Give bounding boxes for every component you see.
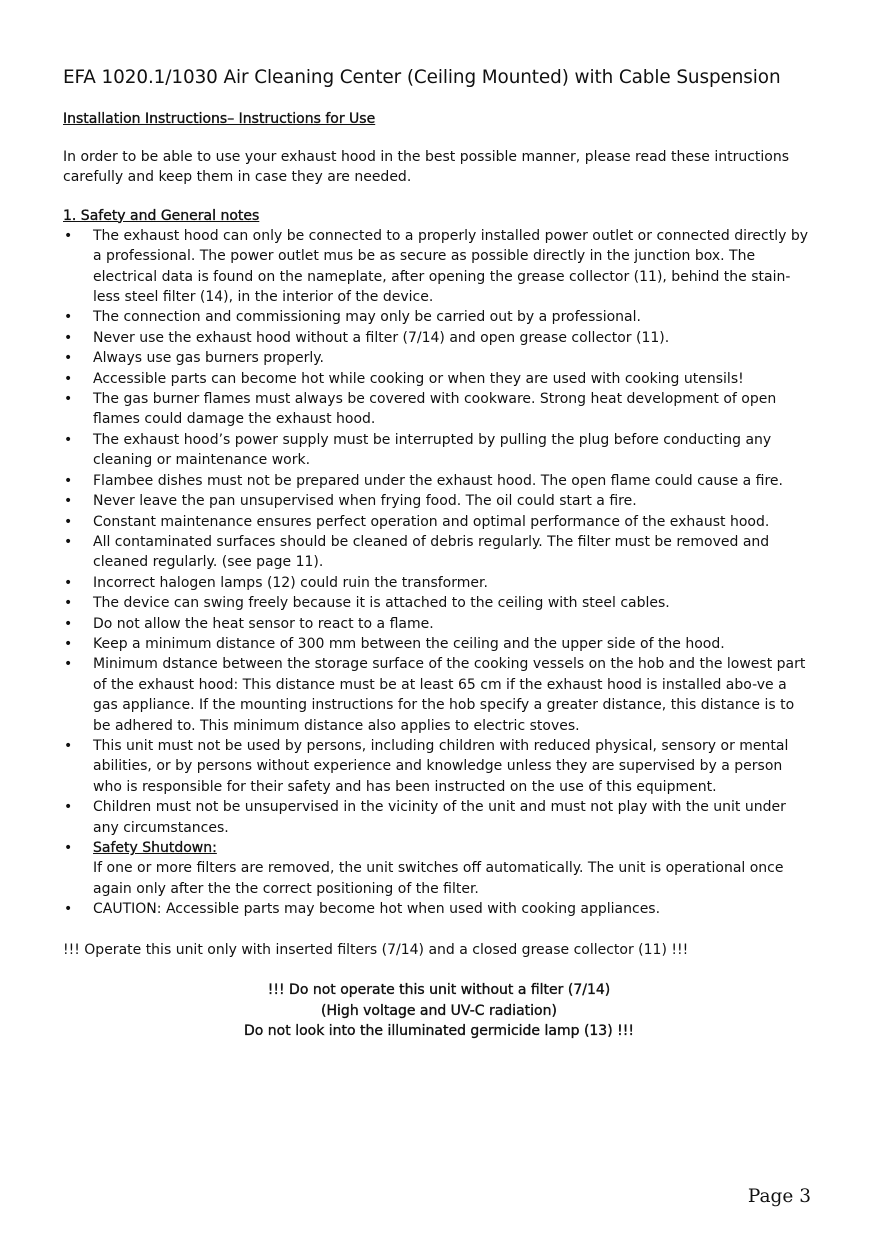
operate-note: !!! Operate this unit only with inserted filters (7/14) and a closed grease collector (11) !!! <box>63 942 689 959</box>
bullet-marker: • <box>64 595 73 612</box>
list-item <box>63 593 815 613</box>
list-item-text: The connection and commissioning may only be carried out by a professional. <box>93 309 641 326</box>
bullet-marker: • <box>64 901 73 918</box>
list-item <box>63 512 815 532</box>
list-item-text: The exhaust hood can only be connected to a properly installed power outlet or connected directly by a professional. The power outlet mus be as secure as possible directly in the junction box. The electrical data is found on the nameplate, after opening the grease collector (11), behind the stain-less steel filter (14), in the interior of the device. <box>93 227 809 306</box>
list-item <box>63 471 815 491</box>
list-item-text: The device can swing freely because it is attached to the ceiling with steel cables. <box>93 595 670 612</box>
list-item-text: Incorrect halogen lamps (12) could ruin the transformer. <box>93 574 488 591</box>
document-title: EFA 1020.1/1030 Air Cleaning Center (Ceiling Mounted) with Cable Suspension <box>63 67 781 88</box>
warning-line: Do not look into the illuminated germicide lamp (13) !!! <box>244 1023 634 1040</box>
list-item-text: Never use the exhaust hood without a filter (7/14) and open grease collector (11). <box>93 329 670 346</box>
warning-block <box>63 980 815 1041</box>
list-item <box>63 736 815 797</box>
list-item-text: This unit must not be used by persons, including children with reduced physical, sensory or mental abilities, or by persons without experience and knowledge unless they are supervised by a person who is responsible for their safety and has been instructed on the use of this equipment. <box>93 737 789 795</box>
list-item <box>63 430 815 471</box>
list-item <box>63 614 815 634</box>
list-item-text: All contaminated surfaces should be cleaned of debris regularly. The filter must be removed and cleaned regularly. (see page 11). <box>93 533 770 571</box>
bullet-marker: • <box>64 227 73 244</box>
safety-list-a <box>63 226 815 491</box>
list-item <box>63 369 815 389</box>
bullet-marker: • <box>64 350 73 367</box>
bullet-marker: • <box>64 391 73 408</box>
bullet-marker: • <box>64 635 73 652</box>
list-item-text: Flambee dishes must not be prepared under the exhaust hood. The open flame could cause a fire. <box>93 472 783 489</box>
intro-paragraph: In order to be able to use your exhaust hood in the best possible manner, please read these intructions carefully and keep them in case they are needed. <box>63 149 790 186</box>
list-item-text: Children must not be unsupervised in the vicinity of the unit and must not play with the unit under any circumstances. <box>93 799 786 836</box>
list-item <box>63 797 815 838</box>
bullet-marker: • <box>64 656 73 673</box>
list-item-text: Always use gas burners properly. <box>93 350 325 367</box>
list-item-safety-shutdown <box>63 838 815 899</box>
list-item <box>63 634 815 654</box>
list-item-text: Keep a minimum distance of 300 mm between the ceiling and the upper side of the hood. <box>93 635 725 652</box>
safety-list-b <box>63 491 815 920</box>
list-item-text: The gas burner flames must always be covered with cookware. Strong heat development of open flames could damage the exhaust hood. <box>93 391 777 428</box>
bullet-marker: • <box>64 533 73 550</box>
safety-shutdown-text: If one or more filters are removed, the unit switches off automatically. The unit is operational once again only after the the correct positioning of the filter. <box>93 860 784 897</box>
list-item-text: Do not allow the heat sensor to react to a flame. <box>93 615 434 632</box>
list-item-text: The exhaust hood’s power supply must be interrupted by pulling the plug before conducting any cleaning or maintenance work. <box>93 431 772 469</box>
bullet-marker: • <box>64 799 73 816</box>
document-page <box>63 64 815 1042</box>
warning-line: !!! Do not operate this unit without a filter (7/14) <box>267 982 611 999</box>
list-item <box>63 348 815 368</box>
list-item-text: Minimum dstance between the storage surface of the cooking vessels on the hob and the lowest part of the exhaust hood: This distance must be at least 65 cm if the exhaust hood is installed abo-ve a gas appliance. If the mounting instructions for the hob specify a greater distance, this distance is to be adhered to. This minimum distance also applies to electric stoves. <box>93 656 806 734</box>
bullet-marker: • <box>64 329 73 346</box>
list-item <box>63 226 815 308</box>
list-item <box>63 654 815 736</box>
bullet-marker: • <box>64 309 73 326</box>
list-item <box>63 491 815 511</box>
bullet-marker: • <box>64 493 73 510</box>
page-number: Page 3 <box>747 1186 811 1207</box>
list-item-caution <box>63 899 815 919</box>
bullet-marker: • <box>64 840 73 856</box>
bullet-marker: • <box>64 615 73 632</box>
bullet-marker: • <box>64 431 73 448</box>
bullet-marker: • <box>64 513 73 530</box>
bullet-marker: • <box>64 737 73 754</box>
list-item-text: Constant maintenance ensures perfect operation and optimal performance of the exhaust hood. <box>93 513 770 530</box>
document-subtitle: Installation Instructions– Instructions for Use <box>63 111 376 127</box>
list-item <box>63 532 815 573</box>
warning-line: (High voltage and UV-C radiation) <box>321 1002 557 1019</box>
bullet-marker: • <box>64 574 73 591</box>
list-item <box>63 307 815 327</box>
list-item <box>63 328 815 348</box>
bullet-marker: • <box>64 472 73 489</box>
bullet-marker: • <box>64 370 73 387</box>
caution-text: CAUTION: Accessible parts may become hot when used with cooking appliances. <box>93 901 661 918</box>
section-heading: 1. Safety and General notes <box>63 207 260 224</box>
list-item <box>63 389 815 430</box>
safety-shutdown-heading: Safety Shutdown: <box>93 840 217 856</box>
list-item <box>63 573 815 593</box>
list-item-text: Accessible parts can become hot while cooking or when they are used with cooking utensils! <box>93 370 744 387</box>
list-item-text: Never leave the pan unsupervised when frying food. The oil could start a fire. <box>93 493 637 510</box>
